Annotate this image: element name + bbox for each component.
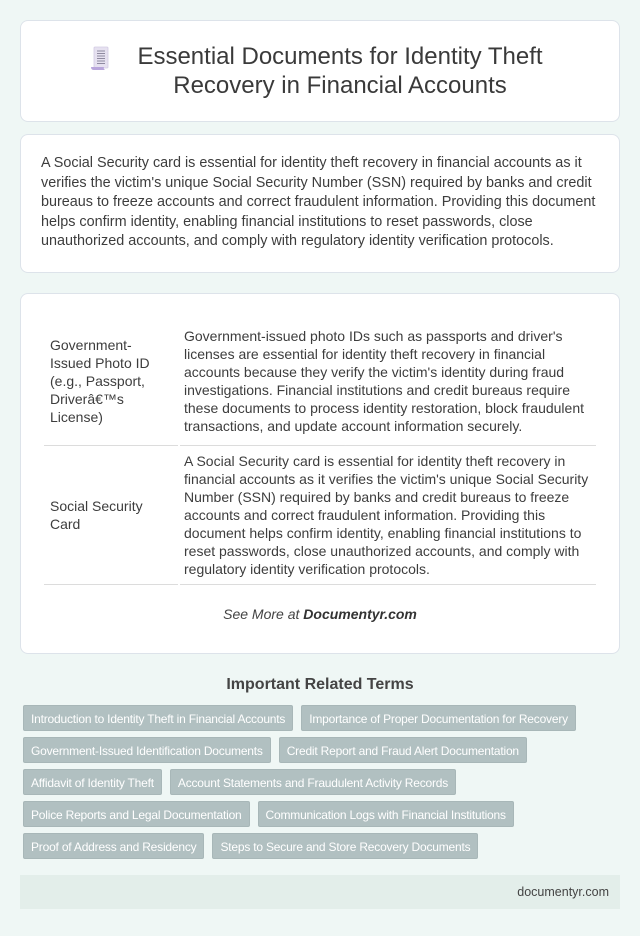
- see-more-link[interactable]: [42, 606, 598, 622]
- table-row: [44, 446, 596, 585]
- related-term-tag[interactable]: Credit Report and Fraud Alert Documentation: [279, 737, 527, 763]
- related-terms-title: Important Related Terms: [226, 676, 414, 693]
- see-more-site[interactable]: Documentyr.com: [303, 606, 417, 622]
- footer-site-link[interactable]: documentyr.com: [517, 885, 609, 899]
- page-title: Essential Documents for Identity Theft Recovery in Financial Accounts: [137, 43, 543, 99]
- related-term-tag[interactable]: Importance of Proper Documentation for Recovery: [301, 705, 576, 731]
- document-description: Government-issued photo IDs such as passports and driver's licenses are essential for identity theft recovery in financial accounts because they verify the victim's identity during fraud investigations. Financial institutions and credit bureaus require these documents to process identity restoration, block fraudulent transactions, and update account information securely.: [180, 316, 596, 446]
- table-row: [44, 316, 596, 446]
- related-term-tag[interactable]: Introduction to Identity Theft in Financial Accounts: [23, 705, 293, 731]
- header-card: [20, 20, 620, 122]
- document-scroll-icon: [90, 46, 112, 72]
- footer: [20, 875, 620, 909]
- related-term-tag[interactable]: Communication Logs with Financial Institutions: [258, 801, 514, 827]
- document-description: A Social Security card is essential for identity theft recovery in financial accounts as it verifies the victim's unique Social Security Number (SSN) required by banks and credit bureaus to freeze accounts and correct fraudulent information. Providing this document helps confirm identity, enabling financial institutions to reset passwords, close unauthorized accounts, and comply with regulatory identity verification protocols.: [180, 446, 596, 585]
- see-more-prefix: See More at: [223, 606, 304, 622]
- related-terms-list: [20, 705, 620, 859]
- document-name: Social Security Card: [44, 446, 178, 585]
- documents-card: [20, 293, 620, 654]
- related-term-tag[interactable]: Police Reports and Legal Documentation: [23, 801, 250, 827]
- related-term-tag[interactable]: Proof of Address and Residency: [23, 833, 204, 859]
- related-term-tag[interactable]: Affidavit of Identity Theft: [23, 769, 162, 795]
- documents-table: [42, 316, 598, 585]
- intro-card: [20, 134, 620, 273]
- document-name: Government-Issued Photo ID (e.g., Passport, Driverâ€™s License): [44, 316, 178, 446]
- related-term-tag[interactable]: Account Statements and Fraudulent Activity Records: [170, 769, 456, 795]
- header: [51, 42, 589, 100]
- related-term-tag[interactable]: Government-Issued Identification Documents: [23, 737, 271, 763]
- related-term-tag[interactable]: Steps to Secure and Store Recovery Documents: [212, 833, 478, 859]
- intro-text: A Social Security card is essential for identity theft recovery in financial accounts as it verifies the victim's unique Social Security Number (SSN) required by banks and credit bureaus to freeze accounts and correct fraudulent information. Providing this document helps confirm identity, enabling financial institutions to reset passwords, close unauthorized accounts, and comply with regulatory identity verification protocols.: [41, 155, 596, 249]
